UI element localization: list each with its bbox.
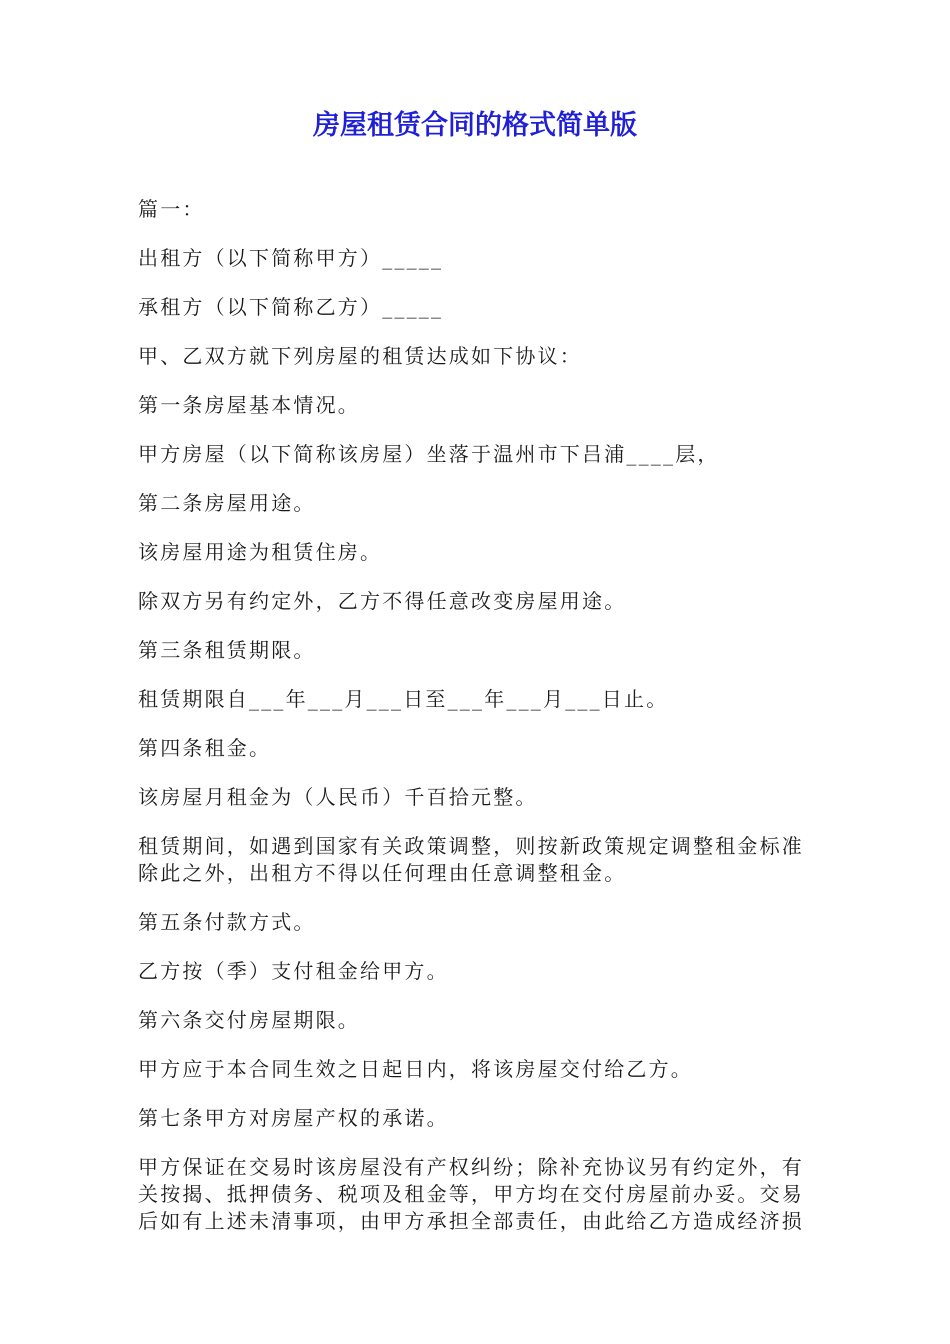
- paragraph-11: 租赁期限自___年___月___日至___年___月___日止。: [138, 687, 669, 711]
- paragraph-8: 该房屋用途为租赁住房。: [138, 540, 383, 564]
- paragraph-16: 乙方按（季）支付租金给甲方。: [138, 959, 449, 983]
- paragraph-1: 篇一：: [138, 197, 205, 221]
- paragraph-4: 甲、乙双方就下列房屋的租赁达成如下协议：: [138, 344, 582, 368]
- paragraph-6: 甲方房屋（以下简称该房屋）坐落于温州市下吕浦____层，: [138, 442, 720, 466]
- paragraph-3: 承租方（以下简称乙方）_____: [138, 295, 444, 319]
- paragraph-10: 第三条租赁期限。: [138, 638, 316, 662]
- paragraph-5: 第一条房屋基本情况。: [138, 393, 360, 417]
- paragraph-2: 出租方（以下简称甲方）_____: [138, 246, 444, 270]
- paragraph-17: 第六条交付房屋期限。: [138, 1008, 360, 1032]
- paragraph-19: 第七条甲方对房屋产权的承诺。: [138, 1106, 449, 1130]
- paragraph-12: 第四条租金。: [138, 736, 272, 760]
- paragraph-14: 租赁期间，如遇到国家有关政策调整，则按新政策规定调整租金标准除此之外，出租方不得以任何理由任意调整租金。: [138, 834, 804, 885]
- paragraph-18: 甲方应于本合同生效之日起日内，将该房屋交付给乙方。: [138, 1057, 693, 1081]
- document-title: 房屋租赁合同的格式简单版: [313, 110, 637, 141]
- document-body: [138, 196, 814, 1235]
- paragraph-7: 第二条房屋用途。: [138, 491, 316, 515]
- paragraph-13: 该房屋月租金为（人民币）千百拾元整。: [138, 785, 538, 809]
- paragraph-9: 除双方另有约定外，乙方不得任意改变房屋用途。: [138, 589, 627, 613]
- paragraph-15: 第五条付款方式。: [138, 910, 316, 934]
- paragraph-20: 甲方保证在交易时该房屋没有产权纠纷；除补充协议另有约定外，有关按揭、抵押债务、税项及租金等，甲方均在交付房屋前办妥。交易后如有上述未清事项，由甲方承担全部责任，由此给乙方造成经济损: [138, 1155, 804, 1233]
